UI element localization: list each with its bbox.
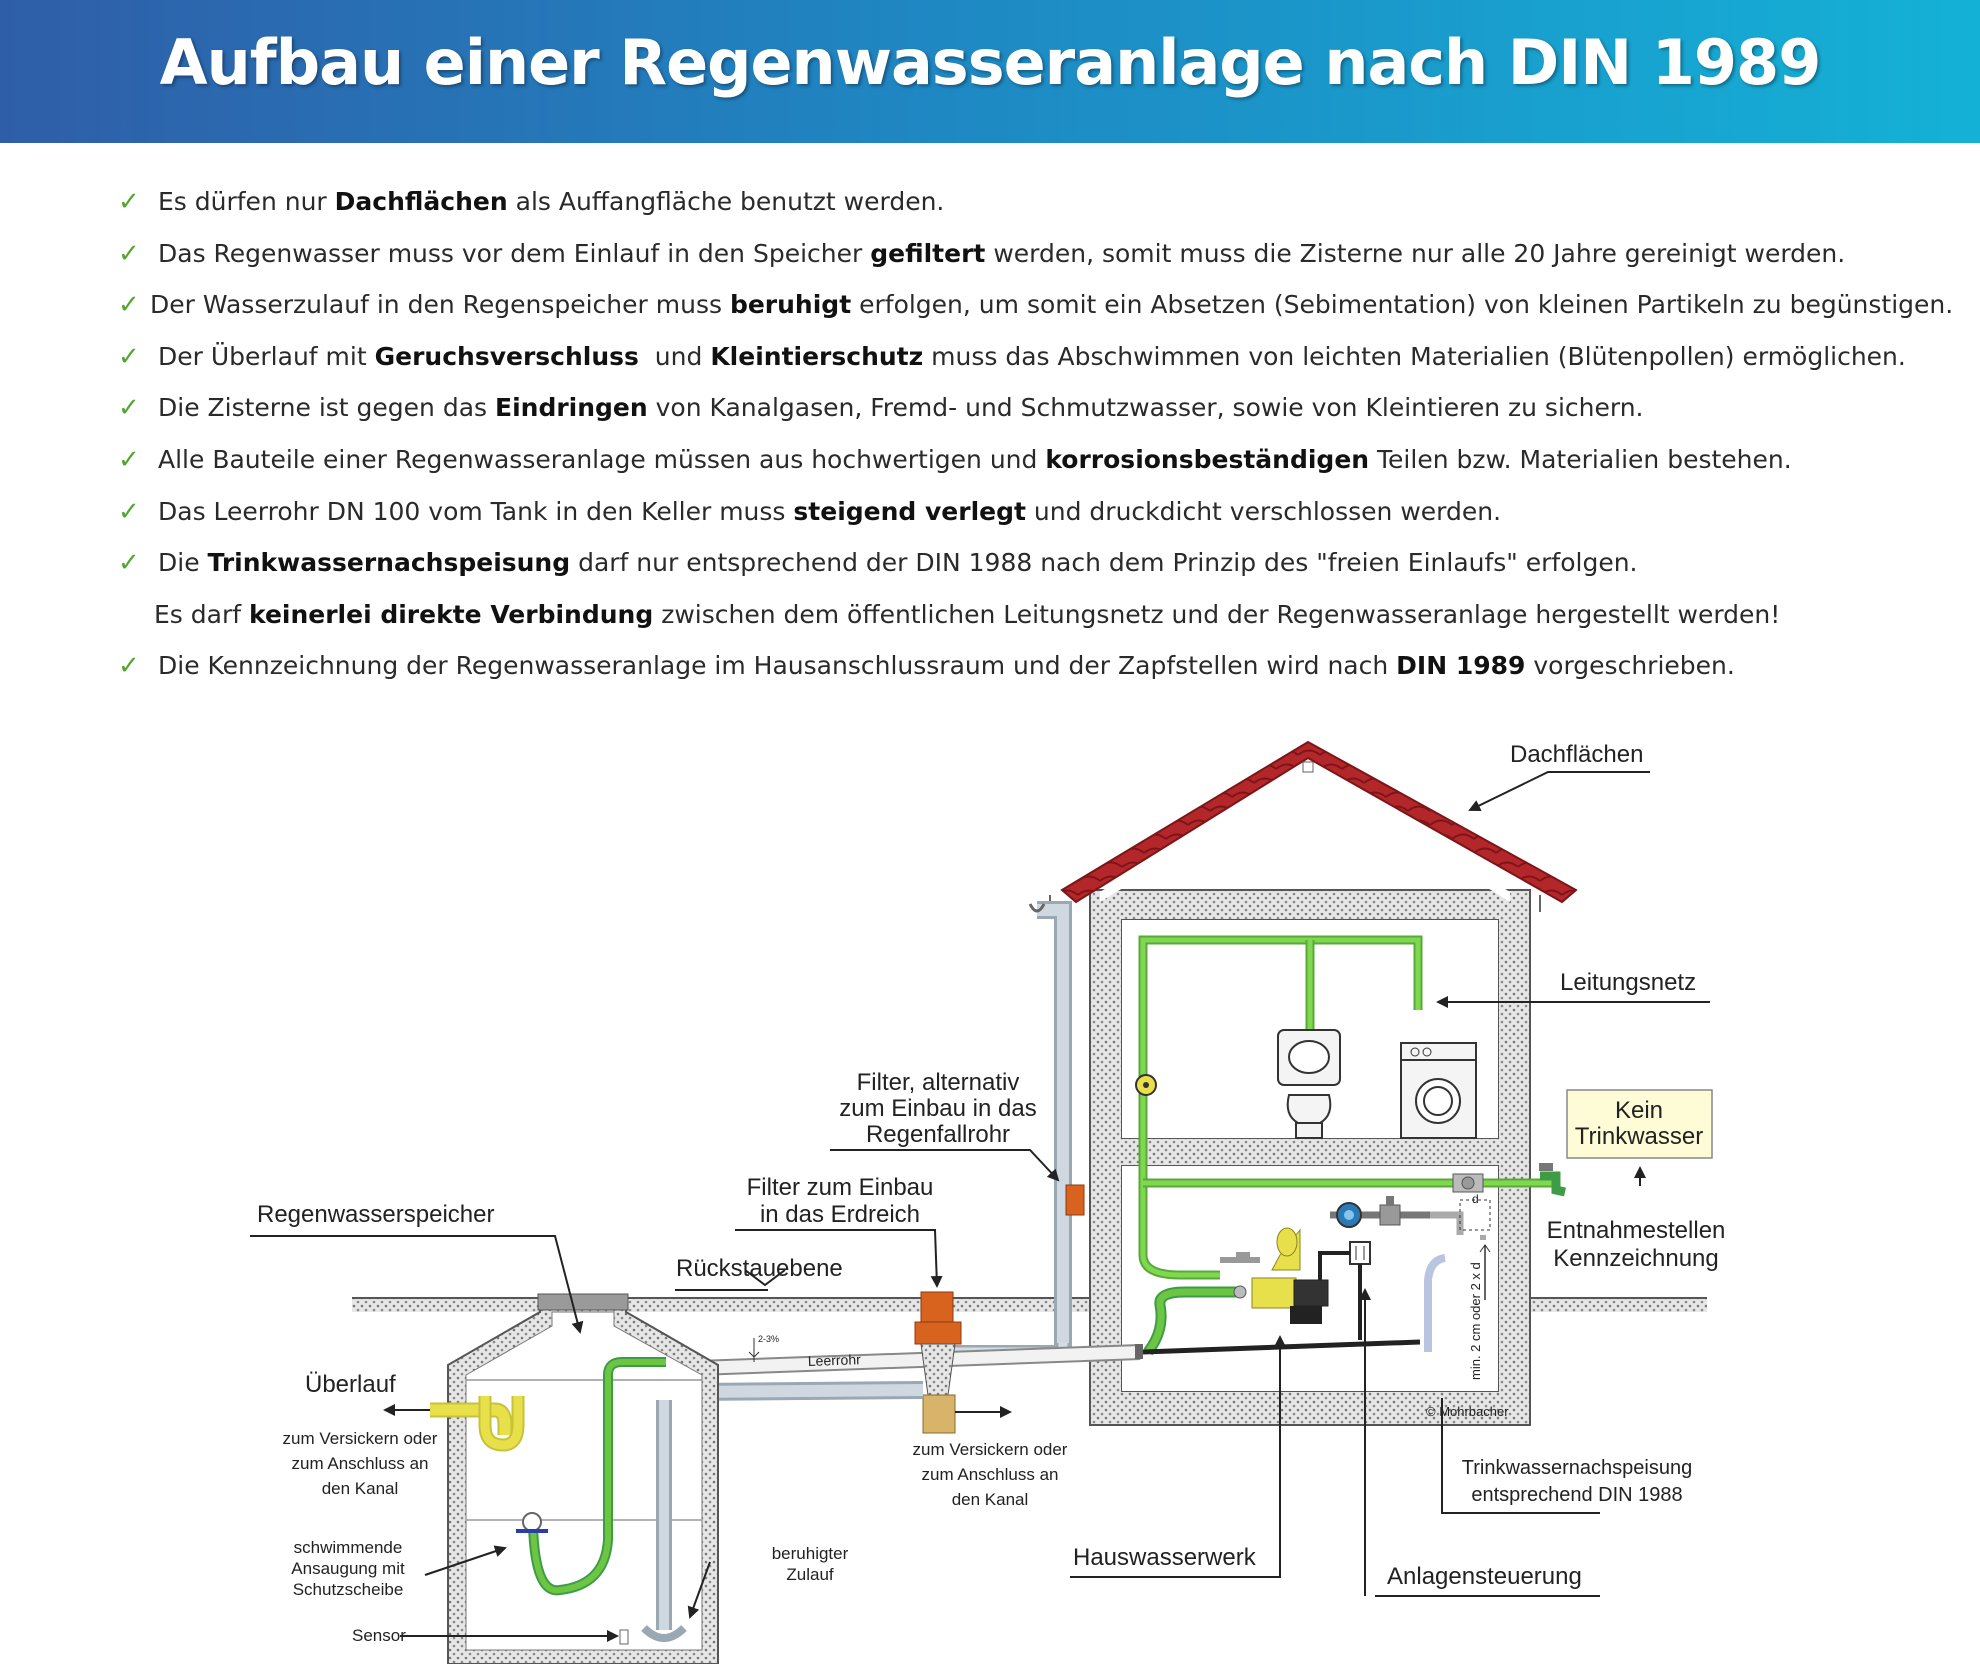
- page-title: Aufbau einer Regenwasseranlage nach DIN 1989: [159, 26, 1821, 99]
- trinkwassernachspeisung-label-1: Trinkwassernachspeisung: [1461, 1457, 1693, 1479]
- rule-text: Die Kennzeichnung der Regenwasseranlage im Hausanschlussraum und der Zapfstellen wird nach: [158, 651, 1397, 681]
- rule-bold: Dachflächen: [334, 187, 508, 216]
- leitungsnetz-label: Leitungsnetz: [1560, 969, 1697, 996]
- beruhigter-label: beruhigter: [771, 1544, 849, 1563]
- anlagensteuerung-label: Anlagensteuerung: [1387, 1563, 1582, 1590]
- rueckstauebene-label: Rückstauebene: [676, 1255, 843, 1282]
- rule-item: [118, 593, 1918, 645]
- leerrohr-label: Leerrohr: [807, 1351, 861, 1369]
- filter-erdreich-label-2: in das Erdreich: [759, 1201, 921, 1228]
- rule-item: [118, 490, 1918, 542]
- check-icon: ✓: [118, 548, 140, 579]
- kein-label: Kein: [1614, 1097, 1664, 1124]
- rule-bold: gefiltert: [870, 238, 986, 268]
- rule-text: und druckdicht verschlossen werden.: [1025, 496, 1502, 526]
- rainwater-system-diagram: [0, 700, 1980, 1664]
- ueberlauf-desc-3: den Kanal: [321, 1479, 399, 1498]
- schwimmende-label-2: Ansaugung mit: [291, 1559, 405, 1578]
- trinkwasser-label: Trinkwasser: [1574, 1123, 1704, 1150]
- rules-list: [118, 180, 1954, 696]
- check-icon: ✓: [118, 238, 140, 269]
- rule-bold: keinerlei direkte Verbindung: [248, 599, 654, 629]
- rule-item: [118, 335, 1918, 387]
- ueberlauf-desc-2: zum Anschluss an: [291, 1454, 429, 1473]
- rule-text: Es darf: [154, 599, 249, 629]
- check-icon: ✓: [118, 187, 140, 217]
- rule-bold: korrosionsbeständigen: [1045, 444, 1370, 474]
- check-icon: ✓: [118, 290, 140, 321]
- washing-machine-icon: [1401, 1043, 1476, 1138]
- rule-bold: Kleintierschutz: [710, 341, 924, 371]
- rule-bold: Eindringen: [495, 393, 648, 423]
- rule-text: Der Überlauf mit: [158, 341, 375, 371]
- filter-erdreich-label-1: Filter zum Einbau: [746, 1174, 934, 1201]
- versickern-desc-1: zum Versickern oder: [912, 1440, 1068, 1459]
- schwimmende-label-3: Schutzscheibe: [292, 1580, 404, 1599]
- rule-text: Der Wasserzulauf in den Regenspeicher muss: [150, 290, 730, 320]
- rule-text: werden, somit muss die Zisterne nur alle 20 Jahre gereinigt werden.: [985, 238, 1846, 268]
- sensor-label: Sensor: [352, 1626, 406, 1645]
- zulauf-label: Zulauf: [786, 1565, 834, 1584]
- rule-item: [118, 386, 1918, 438]
- valve-icon: [1453, 1174, 1483, 1192]
- rule-bold: Trinkwassernachspeisung: [207, 548, 571, 578]
- schwimmende-label-1: schwimmende: [293, 1538, 403, 1557]
- ueberlauf-desc-1: zum Versickern oder: [282, 1429, 438, 1448]
- filter-alternativ-label-3: Regenfallrohr: [865, 1121, 1011, 1148]
- rule-item: [118, 180, 1918, 232]
- title-banner: [0, 0, 1980, 143]
- ueberlauf-label: Überlauf: [305, 1371, 396, 1398]
- rule-text: Es dürfen nur: [158, 187, 335, 216]
- entnahmestellen-label: Entnahmestellen: [1546, 1217, 1726, 1244]
- regenwasserspeicher-label: Regenwasserspeicher: [257, 1201, 495, 1228]
- rule-text: darf nur entsprechend der DIN 1988 nach dem Prinzip des "freien Einlaufs" erfolgen.: [570, 548, 1638, 578]
- sensor: [620, 1630, 628, 1644]
- rule-bold: steigend verlegt: [793, 496, 1026, 526]
- rule-text: muss das Abschwimmen von leichten Materialien (Blütenpollen) ermöglichen.: [923, 341, 1906, 371]
- rule-text: von Kanalgasen, Fremd- und Schmutzwasser, sowie von Kleintieren zu sichern.: [647, 393, 1644, 423]
- trinkwassernachspeisung-label-2: entsprechend DIN 1988: [1471, 1484, 1683, 1506]
- rule-bold: Geruchsverschluss: [374, 341, 639, 371]
- versickern-desc-2: zum Anschluss an: [921, 1465, 1059, 1484]
- rule-item: [118, 232, 1918, 284]
- rule-text: als Auffangfläche benutzt werden.: [507, 187, 945, 216]
- filter-alternativ-label-2: zum Einbau in das: [839, 1095, 1037, 1122]
- rule-text: zwischen dem öffentlichen Leitungsnetz und der Regenwasseranlage hergestellt werden!: [653, 599, 1781, 629]
- versickern-desc-3: den Kanal: [951, 1490, 1029, 1509]
- gefaelle-label: 2-3%: [758, 1334, 780, 1344]
- rule-text: Die: [158, 548, 208, 578]
- downpipe: [1030, 904, 1063, 1350]
- downpipe-filter: [1066, 1185, 1084, 1215]
- rainwater-tank: [448, 1294, 718, 1664]
- leerrohr-pipe: [670, 1344, 1143, 1369]
- rule-text: vorgeschrieben.: [1525, 651, 1735, 681]
- rule-item: [118, 438, 1918, 490]
- rule-item: [118, 644, 1918, 696]
- check-icon: ✓: [118, 496, 140, 527]
- check-icon: ✓: [118, 393, 140, 424]
- rule-text: erfolgen, um somit ein Absetzen (Sebimentation) von kleinen Partikeln zu begünstigen.: [851, 290, 1954, 320]
- rule-text: und: [638, 341, 711, 371]
- rule-bold: DIN 1989: [1396, 651, 1526, 681]
- filter-alternativ-label-1: Filter, alternativ: [856, 1069, 1020, 1096]
- check-icon: ✓: [118, 651, 140, 682]
- rule-text: Teilen bzw. Materialien bestehen.: [1369, 444, 1792, 474]
- min-abstand-label: min. 2 cm oder 2 x d: [1468, 1262, 1483, 1380]
- rule-item: [118, 283, 1954, 335]
- roof: [1050, 742, 1576, 912]
- check-icon: ✓: [118, 341, 140, 372]
- rule-bold: beruhigt: [729, 290, 852, 320]
- kennzeichnung-label: Kennzeichnung: [1553, 1245, 1719, 1272]
- rule-item: [118, 541, 1918, 593]
- dachflaechen-label: Dachflächen: [1510, 741, 1644, 768]
- hauswasserwerk-label: Hauswasserwerk: [1073, 1544, 1256, 1571]
- rule-text: Das Regenwasser muss vor dem Einlauf in den Speicher: [158, 238, 871, 268]
- rule-text: Das Leerrohr DN 100 vom Tank in den Keller muss: [158, 496, 794, 526]
- rule-text: Die Zisterne ist gegen das: [158, 393, 495, 423]
- rule-text: Alle Bauteile einer Regenwasseranlage müssen aus hochwertigen und: [158, 444, 1046, 474]
- tap-icon: [1539, 1163, 1565, 1192]
- check-icon: ✓: [118, 444, 140, 475]
- copyright-label: © Mohrbacher: [1426, 1404, 1509, 1419]
- d-label: d: [1472, 1192, 1479, 1206]
